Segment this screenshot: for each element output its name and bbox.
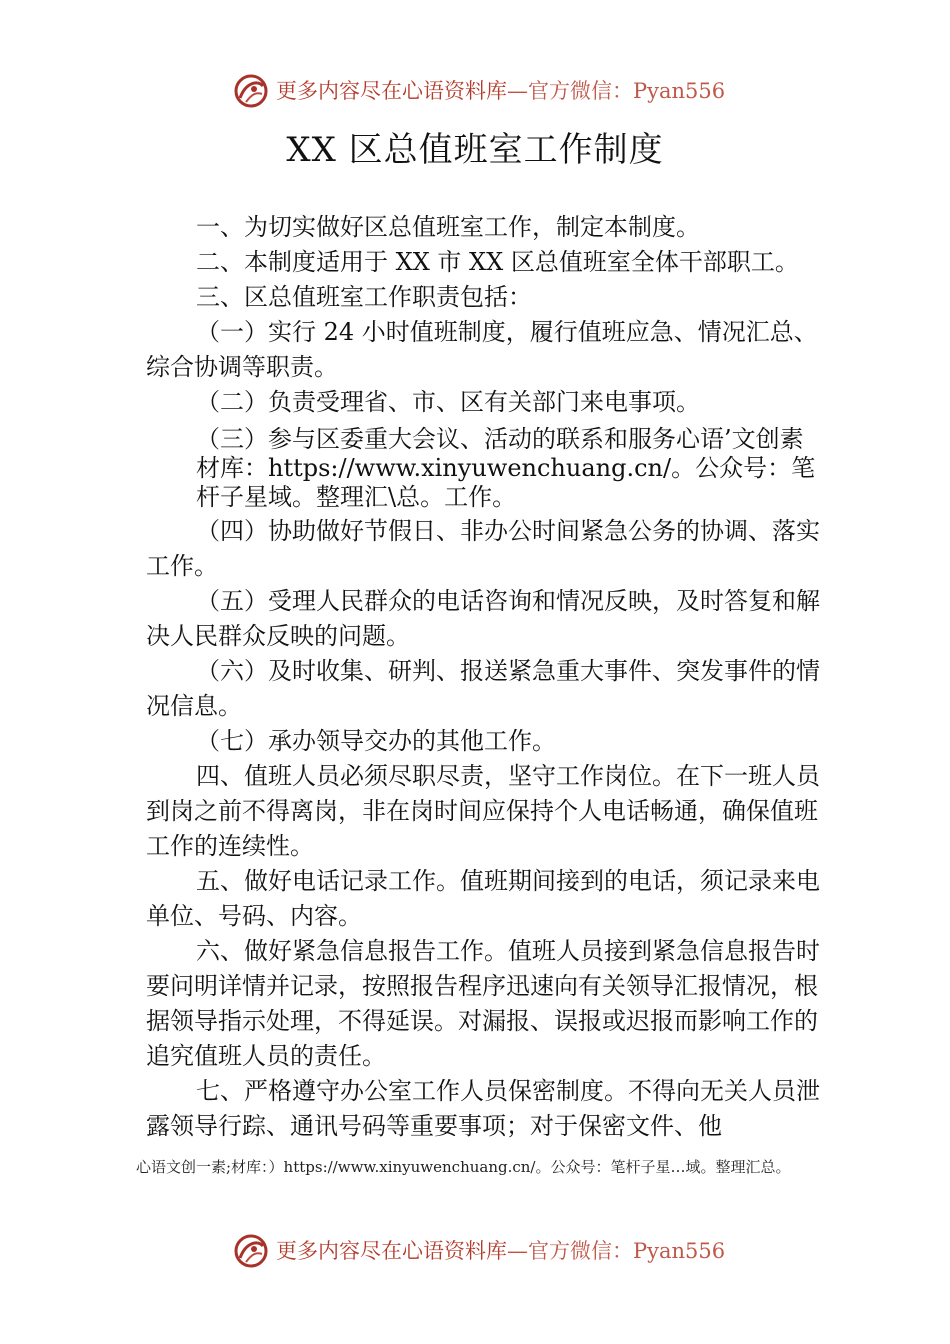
header-banner [0,70,950,114]
document-body [146,210,821,1144]
footnote: 心语文创一素;材库：）https://www.xinyuwenchuang.cn/。公众号：笔杆子星…域。整理汇总。 [136,1158,791,1176]
banner-text: 更多内容尽在心语资料库—官方微信：Pyan556 [276,79,726,103]
paragraph: （六）及时收集、研判、报送紧急重大事件、突发事件的情况信息。 [146,657,820,720]
banner-text: 更多内容尽在心语资料库—官方微信：Pyan556 [276,1239,726,1263]
paragraph: 六、做好紧急信息报告工作。值班人员接到紧急信息报告时要问明详情并记录，按照报告程序迅速向有关领导汇报情况，根据领导指示处理，不得延误。对漏报、误报或迟报而影响工作的追究值班人员的责任。 [146,937,820,1070]
paragraph: （二）负责受理省、市、区有关部门来电事项。 [196,388,700,416]
paragraph: （四）协助做好节假日、非办公时间紧急公务的协调、落实工作。 [146,517,820,580]
paragraph: （三）参与区委重大会议、活动的联系和服务心语’文创素材库：https://www.xinyuwenchuang.cn/。公众号：笔杆子星域。整理汇\总。工作。 [196,425,816,511]
footer-banner [0,1230,950,1274]
paragraph: 七、严格遵守办公室工作人员保密制度。不得向无关人员泄露领导行踪、通讯号码等重要事项；对于保密文件、他 [146,1077,820,1140]
paragraph: 五、做好电话记录工作。值班期间接到的电话，须记录来电单位、号码、内容。 [146,867,820,930]
calligraphy-seal-icon [232,72,270,110]
paragraph: （五）受理人民群众的电话咨询和情况反映，及时答复和解决人民群众反映的问题。 [146,587,820,650]
document-title: XX 区总值班室工作制度 [286,130,664,170]
paragraph: 二、本制度适用于 XX 市 XX 区总值班室全体干部职工。 [196,248,799,276]
paragraph: （七）承办领导交办的其他工作。 [196,727,556,755]
calligraphy-seal-icon [232,1232,270,1270]
paragraph: 四、值班人员必须尽职尽责，坚守工作岗位。在下一班人员到岗之前不得离岗，非在岗时间应保持个人电话畅通，确保值班工作的连续性。 [146,762,820,860]
paragraph: 一、为切实做好区总值班室工作，制定本制度。 [196,213,700,241]
paragraph: （一）实行 24 小时值班制度，履行值班应急、情况汇总、综合协调等职责。 [146,318,818,381]
paragraph: 三、区总值班室工作职责包括： [196,283,532,311]
